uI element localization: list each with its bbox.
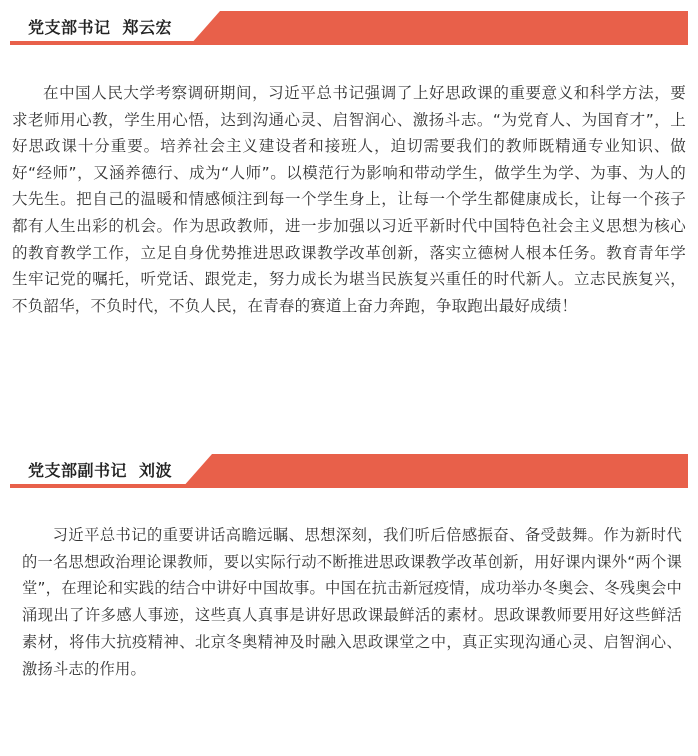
section-title bbox=[28, 15, 172, 38]
section-role: 党支部副书记 bbox=[28, 461, 128, 480]
header-red-banner bbox=[182, 454, 688, 488]
section-header-deputy-secretary bbox=[10, 454, 688, 488]
section-person-name: 郑云宏 bbox=[122, 18, 173, 37]
secretary-statement: 在中国人民大学考察调研期间，习近平总书记强调了上好思政课的重要意义和科学方法，要求老师用心教，学生用心悟，达到沟通心灵、启智润心、激扬斗志。“为党育人、为国育才”，上好思政课十分重要。培养社会主义建设者和接班人，迫切需要我们的教师既精通专业知识、做好“经师”，又涵养德行、成为“人师”。以模范行为影响和带动学生，做学生为学、为事、为人的大先生。把自己的温暖和情感倾注到每一个学生身上，让每一个学生都健康成长，让每一个孩子都有人生出彩的机会。作为思政教师，进一步加强以习近平新时代中国特色社会主义思想为核心的教育教学工作，立足自身优势推进思政课教学改革创新，落实立德树人根本任务。教育青年学生牢记党的嘱托，听党话、跟党走，努力成长为堪当民族复兴重任的时代新人。立志民族复兴，不负韶华，不负时代，不负人民，在青春的赛道上奋力奔跑，争取跑出最好成绩！ bbox=[12, 84, 686, 315]
section-role: 党支部书记 bbox=[28, 18, 111, 37]
section-title bbox=[28, 458, 172, 481]
section-header-secretary bbox=[10, 11, 688, 45]
deputy-secretary-statement: 习近平总书记的重要讲话高瞻远瞩、思想深刻，我们听后倍感振奋、备受鼓舞。作为新时代的一名思想政治理论课教师，要以实际行动不断推进思政课教学改革创新，用好课内课外“两个课堂”，在理论和实践的结合中讲好中国故事。中国在抗击新冠疫情，成功举办冬奥会、冬残奥会中涌现出了许多感人事迹，这些真人真事是讲好思政课最鲜活的素材。思政课教师要用好这些鲜活素材，将伟大抗疫精神、北京冬奥精神及时融入思政课堂之中，真正实现沟通心灵、启智润心、激扬斗志的作用。 bbox=[22, 526, 682, 678]
section-person-name: 刘波 bbox=[139, 461, 173, 480]
header-red-banner bbox=[190, 11, 688, 45]
